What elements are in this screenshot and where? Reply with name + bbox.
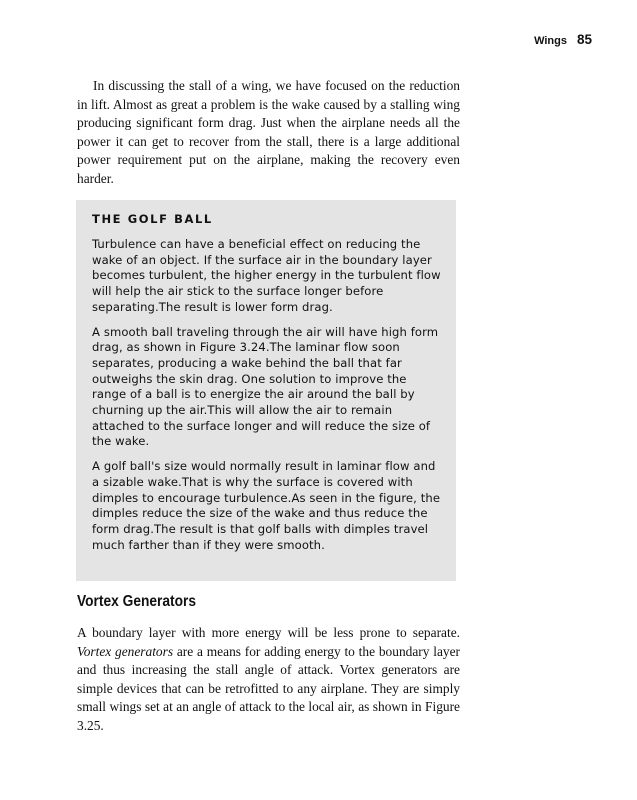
sidebar-paragraph: A golf ball's size would normally result in laminar flow and a sizable wake.That is why the surface is covered with dimples to encourage turbulence.As seen in the figure, the dimples reduce the size of the wake and thus reduce the form drag.The result is that golf balls with dimples travel much farther than if they were smooth. bbox=[92, 459, 441, 552]
italic-term: Vortex generators bbox=[77, 643, 174, 659]
paragraph-text-start: A boundary layer with more energy will be less prone to separate. bbox=[77, 625, 460, 640]
running-header-section: Wings bbox=[534, 35, 567, 47]
sidebar-paragraph: A smooth ball traveling through the air will have high form drag, as shown in Figure 3.24.The laminar flow soon separates, producing a wake behind the ball that far outweighs the skin drag. One solution to improve the range of a ball is to energize the air around the ball by churning up the air.This will allow the air to remain attached to the surface longer and will reduce the size of the wake. bbox=[92, 324, 439, 449]
running-header bbox=[534, 31, 592, 49]
section-heading: Vortex Generators bbox=[77, 593, 197, 610]
vortex-generators-paragraph bbox=[77, 624, 460, 736]
golf-ball-sidebar bbox=[76, 200, 456, 581]
sidebar-title: THE GOLF BALL bbox=[92, 212, 213, 226]
intro-paragraph: In discussing the stall of a wing, we have focused on the reduction in lift. Almost as great a problem is the wake caused by a stalling wing producing significant form drag. Just when the airplane needs all the power it can get to recover from the stall, there is a large additional power requirement put on the airplane, making the recovery even harder. bbox=[77, 78, 460, 186]
sidebar-paragraph: Turbulence can have a beneficial effect on reducing the wake of an object. If the surface air in the boundary layer becomes turbulent, the higher energy in the turbulent flow will help the air stick to the surface longer before separating.The result is lower form drag. bbox=[92, 237, 441, 314]
page-number: 85 bbox=[576, 32, 592, 47]
paragraph-text-end: are a means for adding energy to the boundary layer and thus increasing the stall angle of attack. Vortex generators are simple devices that can be retrofitted to any airplane. They are simply small wings set at an angle of attack to the local air, as shown in Figure 3.25. bbox=[77, 643, 460, 733]
